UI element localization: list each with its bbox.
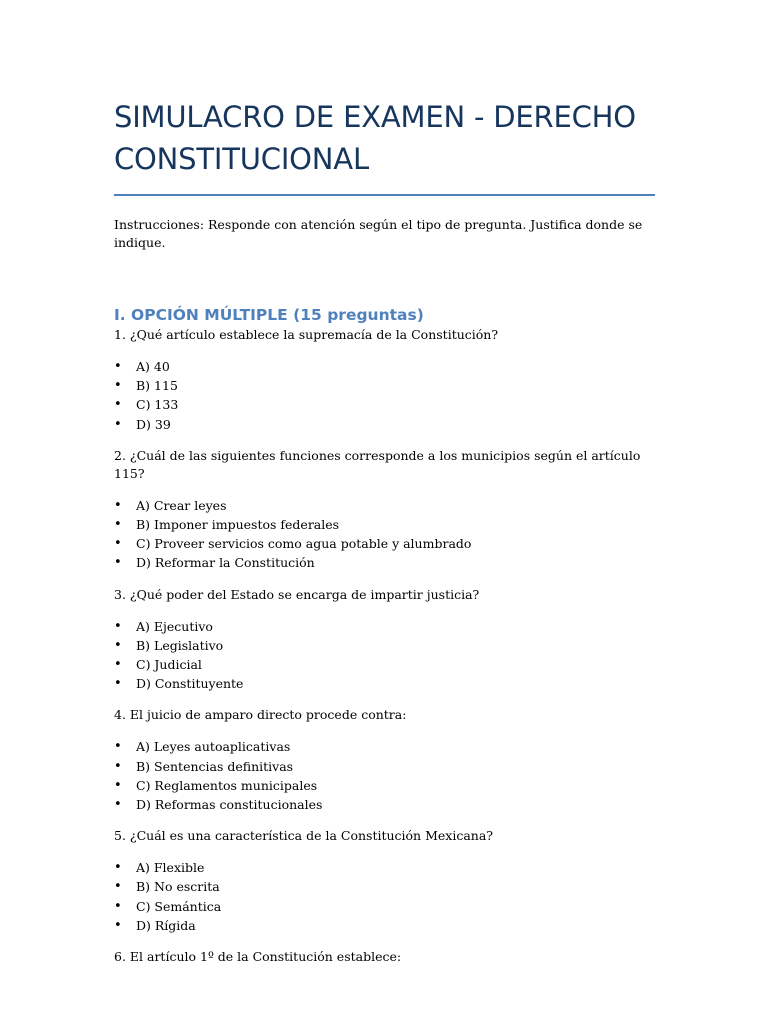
answer-option-label: A) 40 [136, 359, 170, 374]
bullet-icon: • [114, 657, 122, 673]
bullet-icon: • [114, 777, 122, 793]
bullet-icon: • [114, 359, 122, 374]
bullet-icon: • [114, 497, 122, 513]
bullet-icon: • [114, 898, 122, 914]
bullet-icon: • [114, 860, 122, 876]
answer-option [114, 357, 656, 376]
question-text: 4. El juicio de amparo directo procede contra: [114, 707, 407, 723]
answer-option [114, 877, 656, 896]
answer-option [114, 553, 656, 572]
answer-options [114, 858, 656, 935]
title-divider [114, 194, 655, 196]
answer-option-label: B) 115 [136, 378, 178, 394]
answer-options [114, 357, 656, 434]
question-block [114, 326, 656, 434]
answer-option [114, 636, 656, 655]
answer-option-label: C) Judicial [136, 657, 202, 673]
question-block [114, 948, 656, 966]
bullet-icon: • [114, 397, 122, 413]
question-text: 1. ¿Qué artículo establece la supremacía de la Constitución? [114, 327, 499, 342]
answer-option [114, 858, 656, 877]
answer-option [114, 897, 656, 916]
answer-option-label: D) Reformar la Constitución [136, 555, 315, 571]
answer-option [114, 776, 656, 795]
answer-option [114, 534, 656, 553]
question-block [114, 706, 656, 814]
answer-option [114, 674, 656, 693]
question-block [114, 827, 656, 935]
answer-option [114, 757, 656, 776]
answer-option-label: B) Imponer impuestos federales [136, 517, 340, 533]
instructions-text: Instrucciones: Responde con atención según el tipo de pregunta. Justifica donde se indique. [114, 217, 643, 250]
bullet-icon: • [114, 739, 122, 755]
answer-option-label: A) Leyes autoaplicativas [136, 739, 291, 755]
question-text: 6. El artículo 1º de la Constitución establece: [114, 949, 402, 965]
answer-option [114, 655, 656, 674]
section-heading: I. OPCIÓN MÚLTIPLE (15 preguntas) [114, 306, 424, 324]
answer-option-label: A) Flexible [136, 860, 205, 876]
answer-option [114, 395, 656, 414]
answer-options [114, 737, 656, 814]
answer-option [114, 617, 656, 636]
answer-option [114, 415, 656, 434]
answer-option-label: D) Rígida [136, 917, 196, 933]
answer-option [114, 496, 656, 515]
answer-option [114, 795, 656, 814]
answer-options [114, 617, 656, 694]
answer-option-label: C) Reglamentos municipales [136, 777, 318, 793]
question-list [114, 326, 656, 966]
bullet-icon: • [114, 416, 122, 432]
answer-option [114, 916, 656, 935]
answer-options [114, 496, 656, 573]
bullet-icon: • [114, 555, 122, 571]
bullet-icon: • [114, 536, 122, 552]
bullet-icon: • [114, 618, 122, 634]
answer-option-label: A) Crear leyes [136, 497, 227, 513]
answer-option [114, 515, 656, 534]
answer-option-label: C) Semántica [136, 898, 222, 914]
bullet-icon: • [114, 517, 122, 533]
answer-option-label: D) Constituyente [136, 676, 244, 692]
bullet-icon: • [114, 637, 122, 653]
answer-option-label: B) Legislativo [136, 637, 224, 653]
question-text: 2. ¿Cuál de las siguientes funciones corresponde a los municipios según el artículo 115? [114, 447, 641, 481]
bullet-icon: • [114, 797, 122, 813]
document-title: SIMULACRO DE EXAMEN - DERECHO CONSTITUCIONAL [114, 100, 636, 176]
answer-option-label: C) Proveer servicios como agua potable y alumbrado [136, 536, 472, 552]
bullet-icon: • [114, 917, 122, 933]
bullet-icon: • [114, 378, 122, 394]
bullet-icon: • [114, 758, 122, 774]
question-block [114, 586, 656, 694]
answer-option [114, 737, 656, 756]
answer-option-label: C) 133 [136, 397, 179, 413]
document-page [114, 0, 656, 966]
answer-option-label: D) 39 [136, 416, 171, 432]
answer-option-label: B) Sentencias definitivas [136, 758, 294, 774]
question-text: 3. ¿Qué poder del Estado se encarga de impartir justicia? [114, 586, 480, 602]
question-block [114, 447, 656, 573]
question-text: 5. ¿Cuál es una característica de la Constitución Mexicana? [114, 828, 493, 844]
answer-option-label: A) Ejecutivo [136, 618, 213, 634]
answer-option-label: D) Reformas constitucionales [136, 797, 323, 813]
bullet-icon: • [114, 676, 122, 692]
bullet-icon: • [114, 879, 122, 895]
answer-option [114, 376, 656, 395]
answer-option-label: B) No escrita [136, 879, 220, 895]
